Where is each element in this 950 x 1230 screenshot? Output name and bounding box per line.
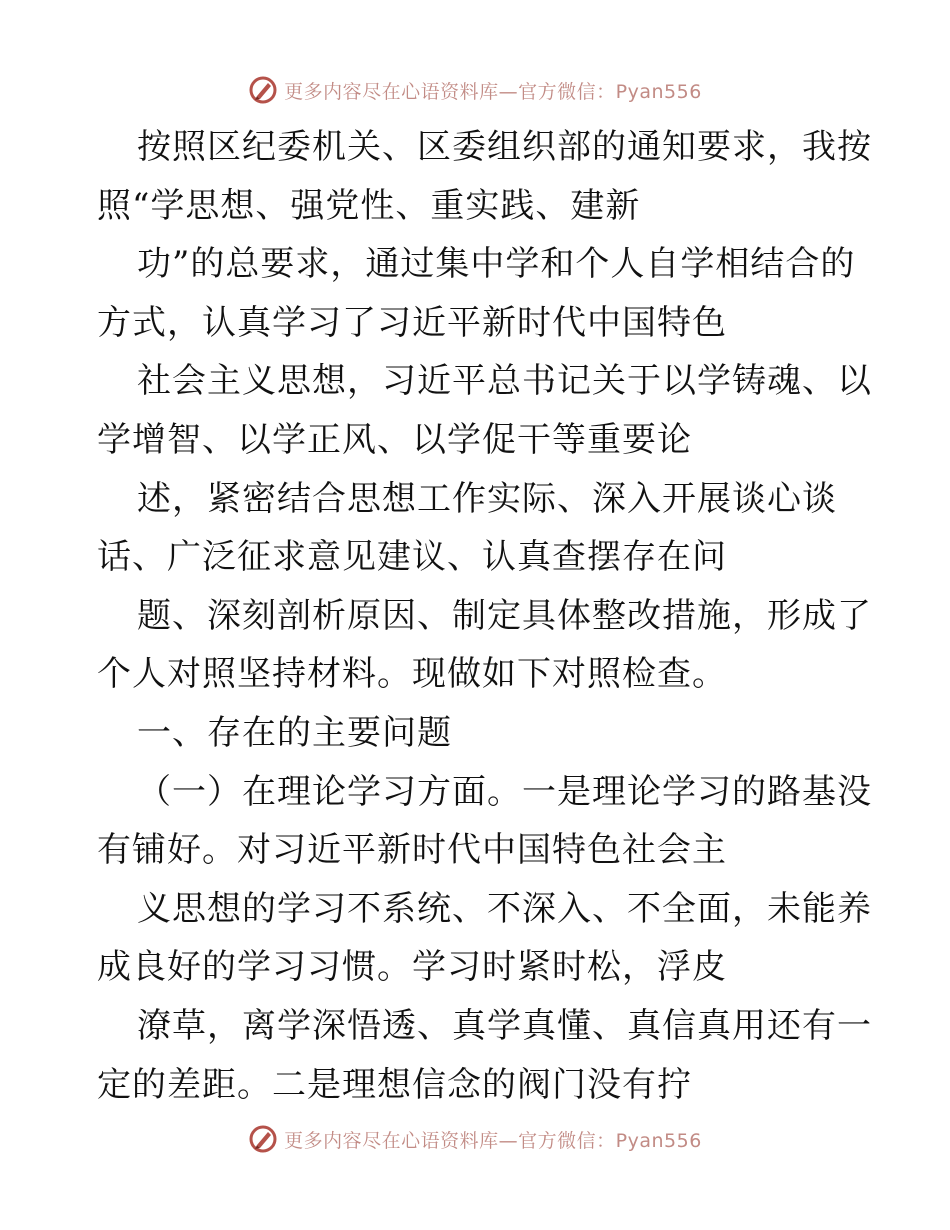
text-line: 定的差距。二是理想信念的阀门没有拧 — [97, 1064, 692, 1105]
text-line: 题、深刻剖析原因、制定具体整改措施，形成了 — [137, 595, 872, 636]
text-line: （一）在理论学习方面。一是理论学习的路基没 — [137, 771, 872, 812]
text-line: 成良好的学习习惯。学习时紧时松，浮皮 — [97, 947, 727, 988]
text-line: 一、存在的主要问题 — [137, 712, 452, 753]
text-line: 学增智、以学正风、以学促干等重要论 — [97, 419, 692, 460]
watermark-text: 更多内容尽在心语资料库—官方微信：Pyan556 — [284, 80, 702, 103]
pen-seal-icon — [248, 75, 278, 105]
text-line: 按照区纪委机关、区委组织部的通知要求，我按 — [137, 127, 872, 167]
text-line: 述，紧密结合思想工作实际、深入开展谈心谈 — [137, 478, 837, 519]
text-line: 有铺好。对习近平新时代中国特色社会主 — [97, 830, 727, 871]
watermark-text: 更多内容尽在心语资料库—官方微信：Pyan556 — [284, 1129, 702, 1152]
text-line: 义思想的学习不系统、不深入、不全面，未能养 — [137, 888, 872, 929]
pen-seal-icon — [248, 1124, 278, 1154]
header-watermark — [0, 73, 950, 107]
text-line: 照“学思想、强党性、重实践、建新 — [97, 185, 641, 226]
text-line: 话、广泛征求意见建议、认真查摆存在问 — [97, 537, 727, 578]
text-line: 潦草，离学深悟透、真学真懂、真信真用还有一 — [137, 1005, 872, 1046]
text-line: 社会主义思想，习近平总书记关于以学铸魂、以 — [137, 361, 872, 402]
footer-watermark — [0, 1122, 950, 1156]
text-line: 功”的总要求，通过集中学和个人自学相结合的 — [137, 244, 856, 285]
text-line: 方式，认真学习了习近平新时代中国特色 — [97, 302, 727, 343]
document-body — [97, 118, 872, 1114]
text-line: 个人对照坚持材料。现做如下对照检查。 — [97, 654, 727, 695]
